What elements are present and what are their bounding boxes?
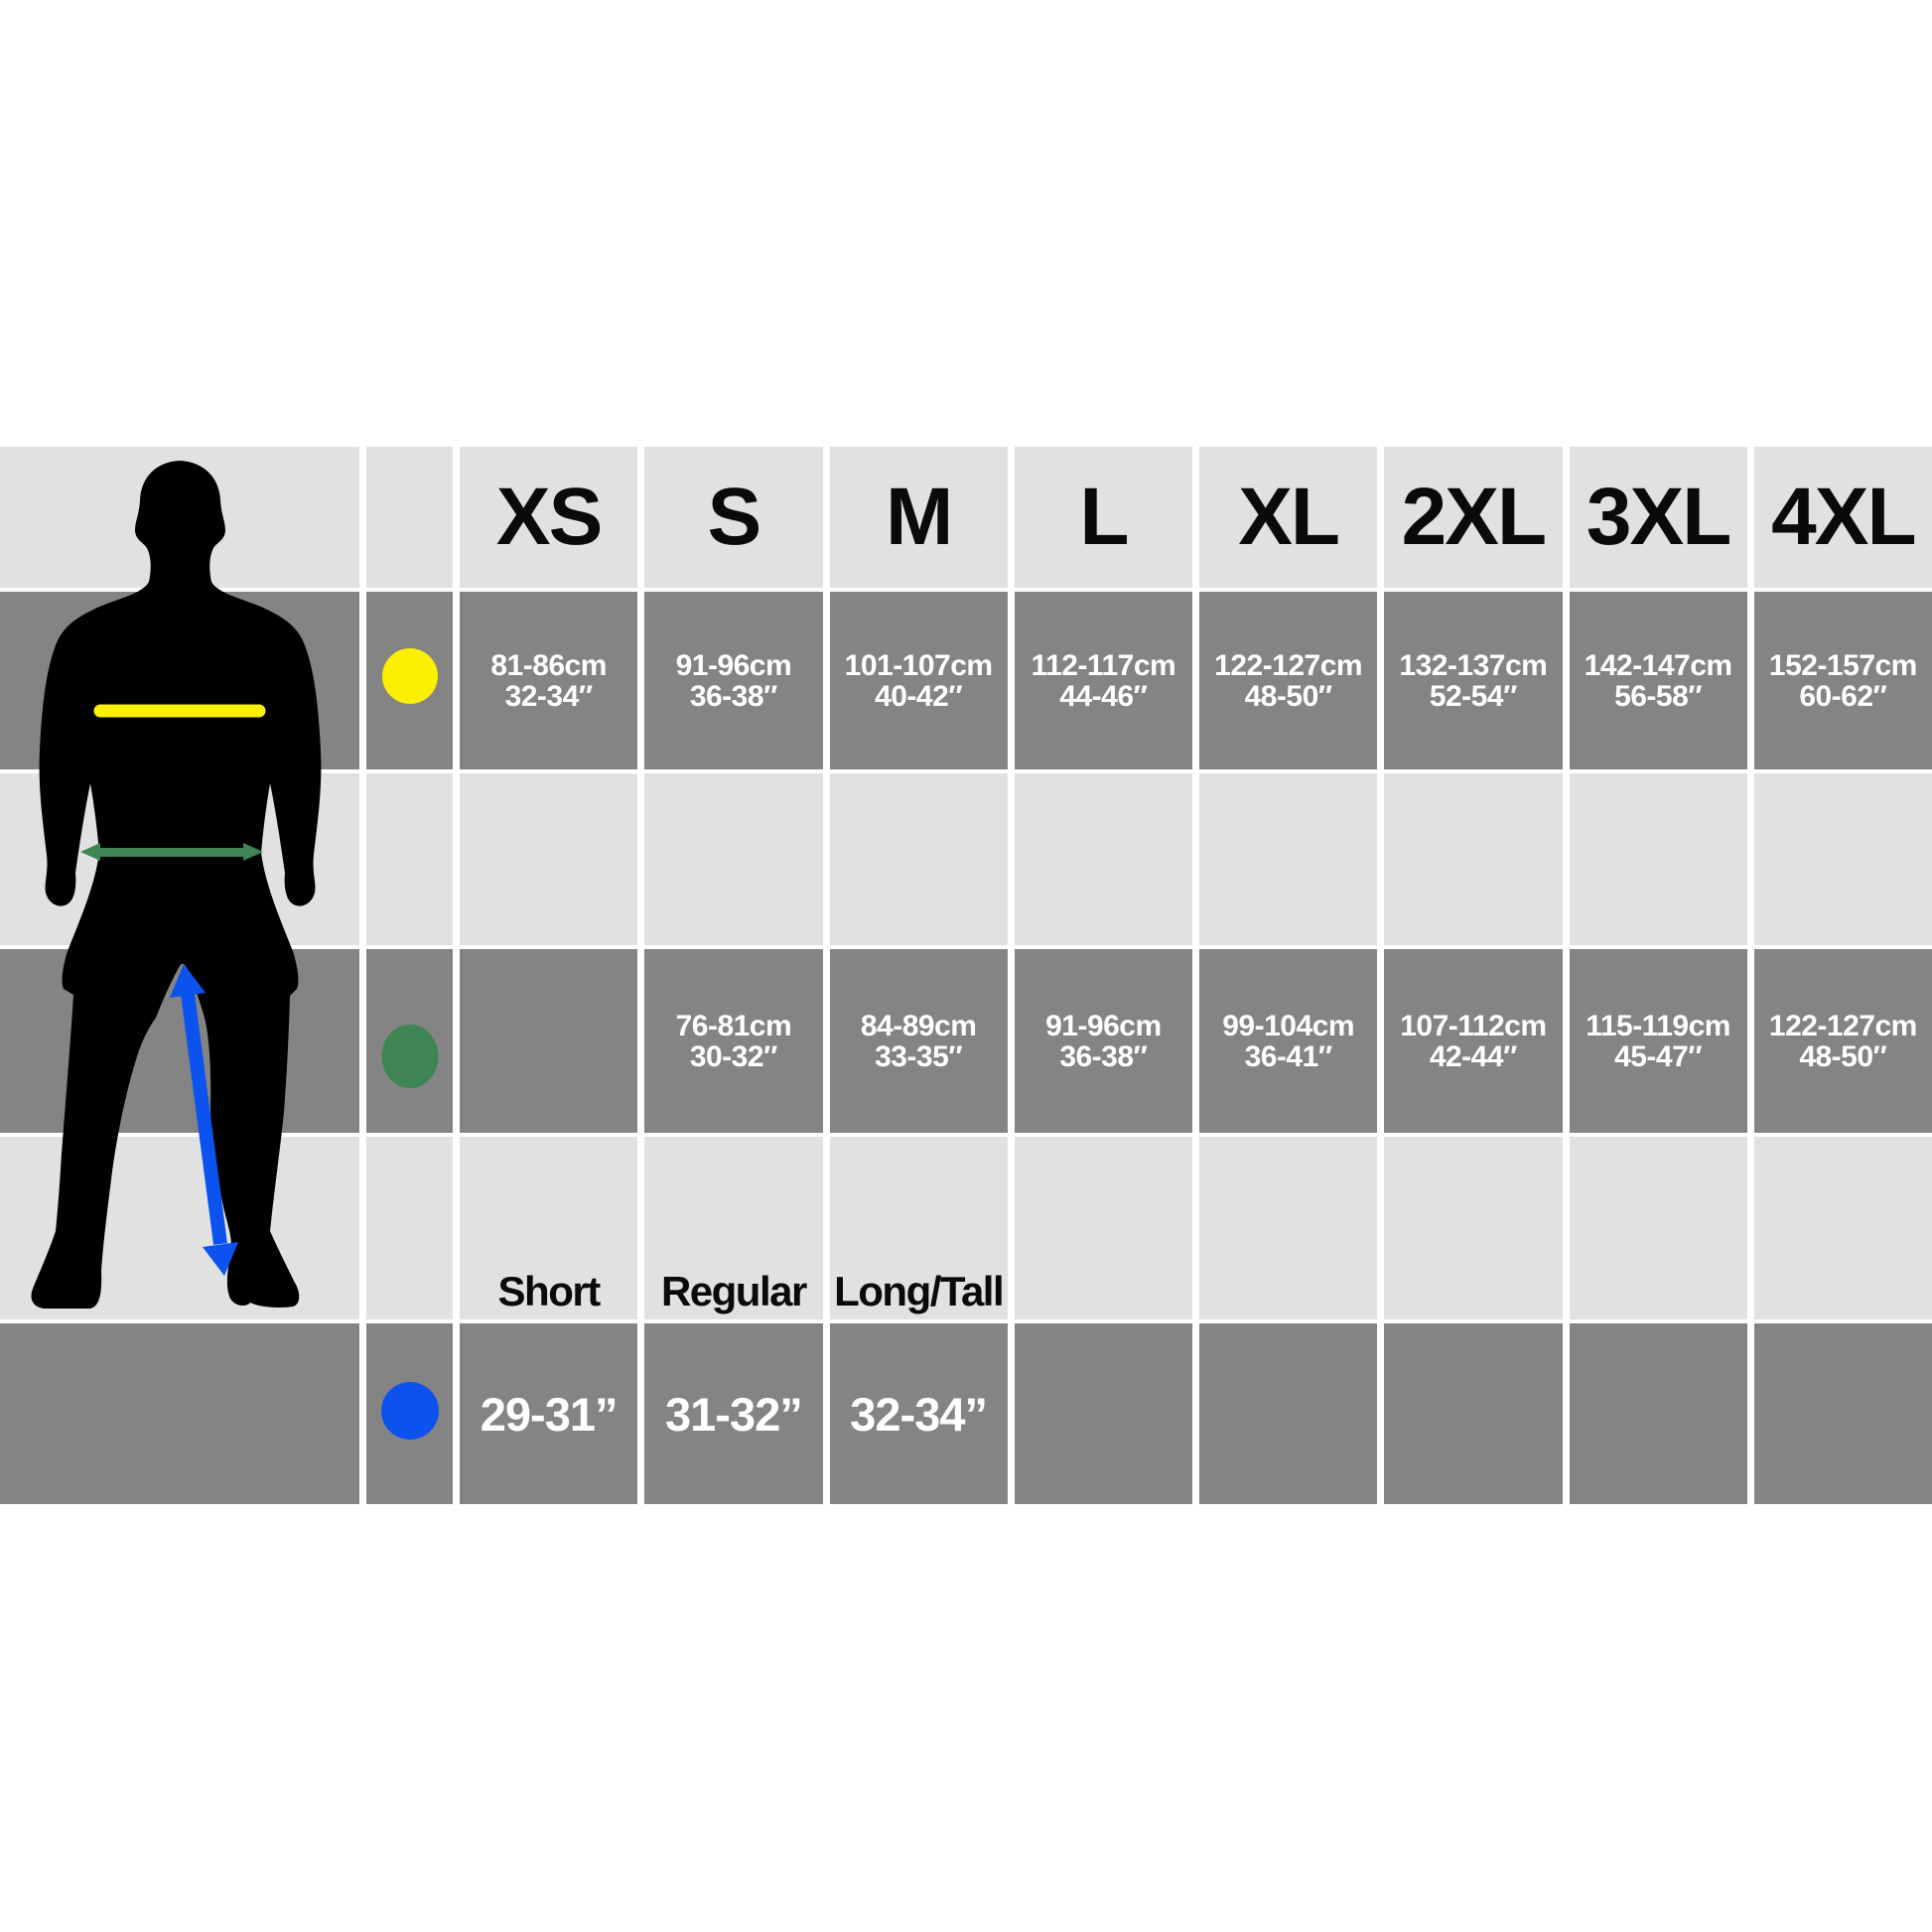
length-option-longtall-cell	[830, 1137, 1008, 1319]
waist-cell-3xl	[1570, 949, 1747, 1133]
spacer-cell	[1015, 1323, 1192, 1504]
spacer-cell	[460, 773, 637, 945]
inseam-cell-longtall	[830, 1323, 1008, 1504]
chest-cell-m	[830, 592, 1008, 769]
inseam-cell-short	[460, 1323, 637, 1504]
waist-cm: 84-89cm	[860, 1009, 977, 1042]
inseam-marker-cell	[366, 1323, 453, 1504]
inseam-value: 32-34”	[850, 1387, 987, 1441]
size-label: 4XL	[1771, 472, 1915, 562]
chest-inch: 32-34″	[504, 679, 593, 713]
waist-inch: 48-50″	[1799, 1039, 1887, 1073]
waist-cm: 115-119cm	[1586, 1009, 1730, 1042]
spacer-cell	[1384, 1323, 1562, 1504]
chest-cell-2xl	[1384, 592, 1562, 769]
inseam-marker-dot-icon	[381, 1382, 439, 1440]
size-header-2xl	[1384, 447, 1562, 588]
length-option-label: Regular	[660, 1268, 806, 1314]
spacer-cell	[1570, 773, 1747, 945]
size-header-4xl	[1754, 447, 1932, 588]
chest-inch: 44-46″	[1059, 679, 1148, 713]
waist-cell-s	[644, 949, 822, 1133]
chest-cell-xs	[460, 592, 637, 769]
waist-inch: 33-35″	[875, 1039, 963, 1073]
size-header-l	[1015, 447, 1192, 588]
size-label: L	[1079, 472, 1128, 562]
inseam-value: 31-32”	[665, 1387, 802, 1441]
spacer-cell	[1015, 1137, 1192, 1319]
size-header-3xl	[1570, 447, 1747, 588]
chest-marker-cell	[366, 592, 453, 769]
body-measurement-diagram	[0, 437, 367, 1519]
chest-cell-3xl	[1570, 592, 1747, 769]
waist-cell-l	[1015, 949, 1192, 1133]
waist-cell-xl	[1199, 949, 1377, 1133]
waist-inch: 36-38″	[1059, 1039, 1148, 1073]
waist-cell-2xl	[1384, 949, 1562, 1133]
marker-column-spacer	[366, 773, 453, 945]
size-label: 2XL	[1401, 472, 1546, 562]
spacer-cell	[1384, 773, 1562, 945]
size-label: 3XL	[1586, 472, 1730, 562]
size-header-m	[830, 447, 1008, 588]
waist-cm: 91-96cm	[1045, 1009, 1162, 1042]
chest-inch: 48-50″	[1244, 679, 1332, 713]
chest-inch: 60-62″	[1799, 679, 1887, 713]
chest-cm: 142-147cm	[1584, 648, 1732, 682]
spacer-cell	[830, 773, 1008, 945]
size-label: M	[885, 472, 952, 562]
size-label: S	[707, 472, 760, 562]
chest-cm: 91-96cm	[675, 648, 792, 682]
waist-cm: 107-112cm	[1400, 1009, 1547, 1042]
spacer-cell	[1199, 1137, 1377, 1319]
waist-inch: 36-41″	[1244, 1039, 1332, 1073]
chest-inch: 36-38″	[689, 679, 777, 713]
chest-inch: 40-42″	[875, 679, 963, 713]
waist-cm: 99-104cm	[1222, 1009, 1355, 1042]
length-option-label: Long/Tall	[834, 1268, 1004, 1314]
chest-cell-xl	[1199, 592, 1377, 769]
waist-cm: 122-127cm	[1768, 1009, 1917, 1042]
length-option-regular-cell	[644, 1137, 822, 1319]
length-option-short-cell	[460, 1137, 637, 1319]
spacer-cell	[1384, 1137, 1562, 1319]
size-label: XS	[495, 472, 602, 562]
spacer-cell	[1199, 773, 1377, 945]
waist-marker-dot-icon	[381, 1025, 438, 1088]
inseam-value: 29-31”	[480, 1387, 618, 1441]
spacer-cell	[1754, 773, 1932, 945]
spacer-cell	[1570, 1137, 1747, 1319]
chest-marker-dot-icon	[382, 648, 438, 704]
chest-cm: 152-157cm	[1768, 648, 1917, 682]
waist-marker-cell	[366, 949, 453, 1133]
male-figure-silhouette	[32, 461, 322, 1309]
waist-cell-m	[830, 949, 1008, 1133]
chest-inch: 56-58″	[1614, 679, 1703, 713]
waist-inch: 30-32″	[689, 1039, 777, 1073]
spacer-cell	[1754, 1323, 1932, 1504]
chest-cell-s	[644, 592, 822, 769]
waist-cell-xs-empty	[460, 949, 637, 1133]
marker-column-header-cell	[366, 447, 453, 588]
spacer-cell	[1754, 1137, 1932, 1319]
length-option-label: Short	[497, 1268, 600, 1314]
inseam-cell-regular	[644, 1323, 822, 1504]
chest-cm: 122-127cm	[1214, 648, 1363, 682]
chest-cell-4xl	[1754, 592, 1932, 769]
size-header-xl	[1199, 447, 1377, 588]
chest-inch: 52-54″	[1429, 679, 1517, 713]
marker-column-spacer	[366, 1137, 453, 1319]
spacer-cell	[1570, 1323, 1747, 1504]
chest-cell-l	[1015, 592, 1192, 769]
chest-cm: 112-117cm	[1031, 648, 1176, 682]
chest-cm: 101-107cm	[844, 648, 993, 682]
chest-cm: 132-137cm	[1399, 648, 1548, 682]
size-header-xs	[460, 447, 637, 588]
waist-cm: 76-81cm	[675, 1009, 792, 1042]
spacer-cell	[1015, 773, 1192, 945]
waist-inch: 45-47″	[1614, 1039, 1703, 1073]
size-label: XL	[1238, 472, 1339, 562]
chest-cm: 81-86cm	[490, 648, 607, 682]
waist-inch: 42-44″	[1429, 1039, 1517, 1073]
spacer-cell	[1199, 1323, 1377, 1504]
size-header-s	[644, 447, 822, 588]
spacer-cell	[644, 773, 822, 945]
waist-cell-4xl	[1754, 949, 1932, 1133]
